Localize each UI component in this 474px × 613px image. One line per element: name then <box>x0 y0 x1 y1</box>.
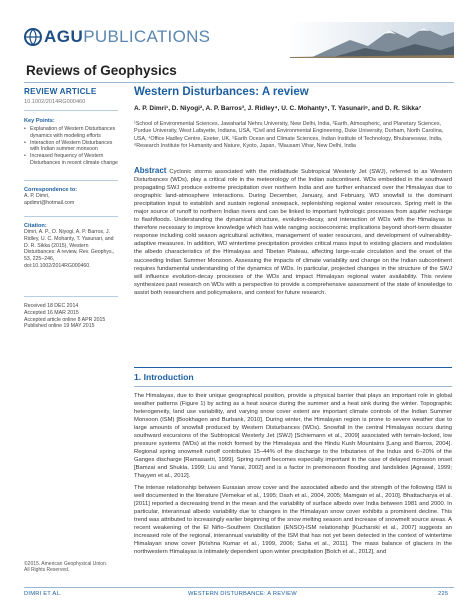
article-type-label: REVIEW ARTICLE <box>24 87 97 96</box>
history-dates <box>24 303 120 330</box>
date-published: Published online 19 MAY 2015 <box>24 323 95 330</box>
footer-authors: DIMRI ET AL. <box>24 591 62 597</box>
date-accepted: Accepted 16 MAR 2015 <box>24 309 79 316</box>
correspondence-block <box>24 187 120 207</box>
date-accepted-online: Accepted article online 8 APR 2015 <box>24 316 106 323</box>
body-paragraph-1: The Himalayas, due to their unique geographical position, provide a physical barrier that plays an important role in global weather patterns (Figure 1) by acting as a heat source during the summer and a heat sink during the winter. Topographic heterogeneity, land use variability, and varying snow cover extent are important climate controls of the Indian Summer Monsoon (ISM) [Bookhagen and Burbank, 2010]. During winter, the Himalayan region is prone to severe weather due to large amounts of snowfall produced by Western Disturbances (WDs). Snowfall in the central Himalayas occurs during southward excursions of the Subtropical Westerly Jet (SWJ) [Schiemann et al., 2009] associated with terrain-locked, low pressure systems (WDs) at the notch formed by the Himalayas and the Hindu Kush Mountains [Lang and Barros, 2004]. Regional spring snowmelt runoff contributes 15–44% of the discharge to the tributaries of the Indus and 6–20% of the Ganges discharge [Ramasastri, 1999]. Spring runoff becomes especially important in the case of delayed monsoon onset [Bamzai and Shukla, 1999; Liu and Yanai, 2002] and is a factor in premonsoon flooding and landslides [Agrawal, 1999; Thayyen et al., 2012]. <box>134 393 452 480</box>
abstract-text: Cyclonic storms associated with the midlatitude Subtropical Westerly Jet (SWJ), referred to as Western Disturbances (WDs), play a critical role in the meteorology of the Indian subcontinent. WDs embedded in the southward propagating SWJ produce extreme precipitation over northern India and are further enhanced over the Himalayas due to orographic land-atmosphere interactions. During December, January, and February, WD snowfall is the dominant precipitation input to establish and sustain regional snowpack, replenishing regional water resources. Spring melt is the major source of runoff to northern Indian rivers and can be linked to important hydrologic processes from aquifer recharge to flashfloods. Understanding the dynamical structure, evolution-decay, and interaction of WDs with the Himalayas is therefore necessary to improve knowledge which has wide ranging socioeconomic implications beyond short-term disaster response including cold season agricultural activities, management of water resources, and development of vulnerability-adaptive measures. In addition, WD wintertime precipitation provides critical mass input to existing glaciers and modulates the albedo characteristics of the Himalayas and Tibetan Plateau, affecting large-scale circulation and the onset of the succeeding Indian Summer Monsoon. Assessing the impacts of climate variability and change on the Indian subcontinent requires fundamental understanding of the dynamics of WDs. In particular, projected changes in the structure of the SWJ will influence evolution-decay processes of the WDs and impact Himalayan regional water availability. This review synthesizes past research on WDs with a perspective to provide a comprehensive assessment of the state of knowledge to assist both researchers and policymakers, and context for future research. <box>134 169 452 296</box>
citation-text: Dimri, A. P., D. Niyogi, A. P. Barros, J. Ridley, U. C. Mohanty, T. Yasunari, and D. R. Sikka (2015), Western Disturbances: A review, Rev. Geophys., 53, 225–246, doi:10.1002/2014RG000460. <box>24 229 115 269</box>
abstract-paragraph <box>134 167 452 297</box>
author-list: A. P. Dimri¹, D. Niyogi², A. P. Barros³, J. Ridley⁴, U. C. Mohanty⁵, T. Yasunari⁶, and D. R. Sikka⁷ <box>134 105 422 112</box>
article-title: Western Disturbances: A review <box>134 86 309 98</box>
section-rule <box>134 386 452 387</box>
section-rule <box>134 367 452 368</box>
doi-text[interactable]: 10.1002/2014RG000460 <box>24 99 86 105</box>
logo-agu-text: AGU <box>44 27 84 46</box>
section-heading <box>134 372 194 382</box>
sidebar-divider <box>24 180 118 181</box>
key-points-block <box>24 118 120 167</box>
journal-title: Reviews of Geophysics <box>26 63 177 78</box>
citation-heading: Citation: <box>24 223 47 229</box>
sidebar-divider <box>24 110 118 111</box>
footer-running-title: WESTERN DISTURBANCE: A REVIEW <box>188 591 297 597</box>
key-point-item: • Explanation of Western Disturbances dynamics with modeling efforts <box>24 126 120 140</box>
sidebar-divider <box>24 216 118 217</box>
agu-logo <box>24 27 210 47</box>
section-title: Introduction <box>143 372 194 382</box>
footer-rule <box>24 587 454 588</box>
correspondence-email[interactable]: apdimri@hotmail.com <box>24 199 75 206</box>
key-point-item: • Increased frequency of Western Disturbances in recent climate change <box>24 153 120 167</box>
key-point-item: • Interaction of Western Disturbances with Indian summer monsoon <box>24 140 120 154</box>
agu-globe-icon <box>24 28 42 46</box>
sidebar-divider <box>24 296 118 297</box>
page-number: 225 <box>438 591 449 597</box>
logo-publications-text: PUBLICATIONS <box>83 27 211 46</box>
section-number: 1. <box>134 372 142 382</box>
correspondence-name: A. P. Dimri, <box>24 193 50 199</box>
copyright-line: ©2015. American Geophysical Union. <box>24 561 108 567</box>
affiliations: ¹School of Environmental Sciences, Jawaharlal Nehru University, New Delhi, India, ²Earth, Atmospheric, and Planetary Sciences, Purdue University, West Lafayette, Indiana, USA, ³Civil and Environmental Engineering, Duke University, Durham, North Carolina, USA, ⁴Office Hadley Centre, Exeter, UK, ⁵Earth Ocean and Climate Sciences, Indian Institute of Technology, Bhubaneswar, India, ⁶Research Institute for Humanity and Nature, Kyoto, Japan, ⁷Mausam Vihar, New Delhi, India <box>134 121 444 150</box>
copyright-notice <box>24 561 134 574</box>
mountain-banner-image <box>290 22 454 58</box>
header-rule <box>24 82 454 83</box>
key-points-list <box>24 126 120 167</box>
abstract-label: Abstract <box>134 166 167 175</box>
date-received: Received 18 DEC 2014 <box>24 303 79 309</box>
correspondence-heading: Correspondence to: <box>24 187 78 193</box>
citation-block <box>24 223 120 270</box>
body-paragraph-2: The intense relationship between Eurasian snow cover and the associated albedo and the strength of the following ISM is well documented in the literature [Vernekar et al., 1995; Dash et al., 2004, 2005; Mamgain et al., 2010]. Bhattacharya et al. [2011] reported a decreasing trend in the mean and the variability of surface albedo over India between 1981 and 2000. In particular, interannual albedo variability due to changes in the Himalayan snow cover exhibits a prominent decline. This trend was attributed to increasingly earlier beginning of the snow melting season and increase of snowmelt source areas. A recent weakening of the El Niño–Southern Oscillation (ENSO)-ISM relationship [Kucharski et al., 2007] suggests an increased role of the regional, interannual variability of the ISM that has not yet been detected in the context of wintertime Himalayan snow cover [Krishna Kumar et al., 1999, 2006; Saha et al., 2011]. The mass balance of glaciers in the northwestern Himalayas is intimately dependent upon winter precipitation [Bolch et al., 2012], and <box>134 485 452 556</box>
key-points-heading: Key Points: <box>24 118 55 124</box>
copyright-line: All Rights Reserved. <box>24 567 70 574</box>
